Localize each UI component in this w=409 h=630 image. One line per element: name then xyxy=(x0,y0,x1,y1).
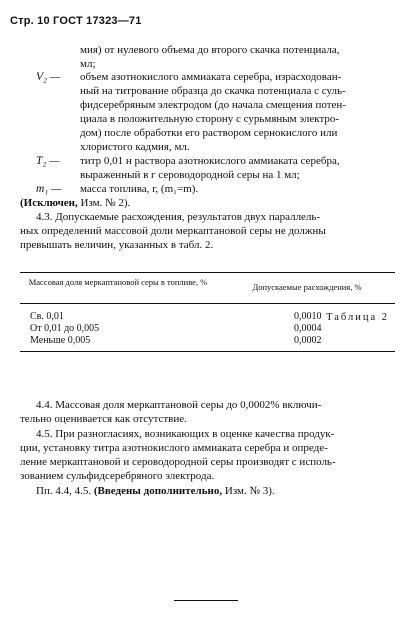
paragraph-4-3-line: 4.3. Допускаемые расхождения, результатов двух параллель- xyxy=(36,211,321,223)
amendment-text: Изм. № 3). xyxy=(222,485,275,497)
page-header: Стр. 10 ГОСТ 17323—71 xyxy=(10,15,142,27)
definition-line: масса топлива, г, (m₁=m). xyxy=(80,183,199,195)
paragraph-4-5-line: 4.5. При разногласиях, возникающих в оценке качества продук- xyxy=(36,428,335,440)
definition-line: объем азотнокислого аммиаката серебра, израсходован- xyxy=(80,71,342,83)
definition-line: титр 0,01 н раствора азотнокислого аммиаката серебра, xyxy=(80,155,340,167)
paragraph-4-4-line: тельно оценивается как отсутствие. xyxy=(20,413,187,425)
symbol-t2: T₂ — xyxy=(36,155,60,167)
definition-line: выраженный в г сероводородной серы на 1 мл; xyxy=(80,169,300,181)
amendment-bold: (Исключен, xyxy=(20,197,78,209)
definition-line: мия) от нулевого объема до второго скачка потенциала, xyxy=(80,44,340,56)
definition-line: дом) после обработки его раствором сернокислого или xyxy=(80,127,338,139)
table-header-rule xyxy=(20,303,395,304)
definition-line: фидсеребряным электродом (до начала смещения потен- xyxy=(80,99,346,111)
symbol-v2: V₂ — xyxy=(36,71,61,83)
table-cell-range: От 0,01 до 0,005 xyxy=(30,323,100,334)
paragraph-4-3-line: превышать величин, указанных в табл. 2. xyxy=(20,239,214,251)
amendment-note xyxy=(20,196,130,210)
definition-line: ный на титрование образца до скачка потенциала с суль- xyxy=(80,85,346,97)
amendment-text: Изм. № 2). xyxy=(77,197,131,209)
table-cell-range: Св. 0,01 xyxy=(30,311,64,322)
definition-line: мл; xyxy=(80,58,96,70)
table-cell-tolerance: 0,0010 xyxy=(294,311,322,322)
paragraph-4-3-line: ных определений массовой доли меркаптановой серы не должны xyxy=(20,225,326,237)
table-header-mass-fraction: Массовая доля меркаптановой серы в топливе, % xyxy=(28,277,208,287)
definition-line: циала в положительную сторону с сурьмяным электро- xyxy=(80,113,340,125)
table-cell-tolerance: 0,0002 xyxy=(294,335,322,346)
table-header-tolerance: Допускаемые расхождения, % xyxy=(252,282,362,292)
amendment-prefix: Пп. 4.4, 4.5. xyxy=(36,485,94,497)
table-cell-range: Меньше 0,005 xyxy=(30,335,91,346)
paragraph-4-5-line: ции, установку титра азотнокислого аммиаката серебра и опреде- xyxy=(20,442,328,454)
table-bottom-rule xyxy=(20,351,395,352)
paragraph-4-5-line: ление меркаптановой и сероводородной серы производят с исполь- xyxy=(20,456,336,468)
paragraph-4-5-line: зованием сульфидсеребряного электрода. xyxy=(20,470,215,482)
symbol-m1: m₁ — xyxy=(36,183,62,195)
definition-line: хлористого кадмия, мл. xyxy=(80,141,190,153)
end-of-text-rule xyxy=(174,600,238,601)
amendment-note xyxy=(36,484,275,498)
paragraph-4-4-line: 4.4. Массовая доля меркаптановой серы до 0,0002% включи- xyxy=(36,399,322,411)
table-cell-tolerance: 0,0004 xyxy=(294,323,322,334)
amendment-bold: (Введены дополнительно, xyxy=(93,485,223,497)
table-caption: Таблица 2 xyxy=(326,312,389,323)
table-top-rule xyxy=(20,272,395,273)
